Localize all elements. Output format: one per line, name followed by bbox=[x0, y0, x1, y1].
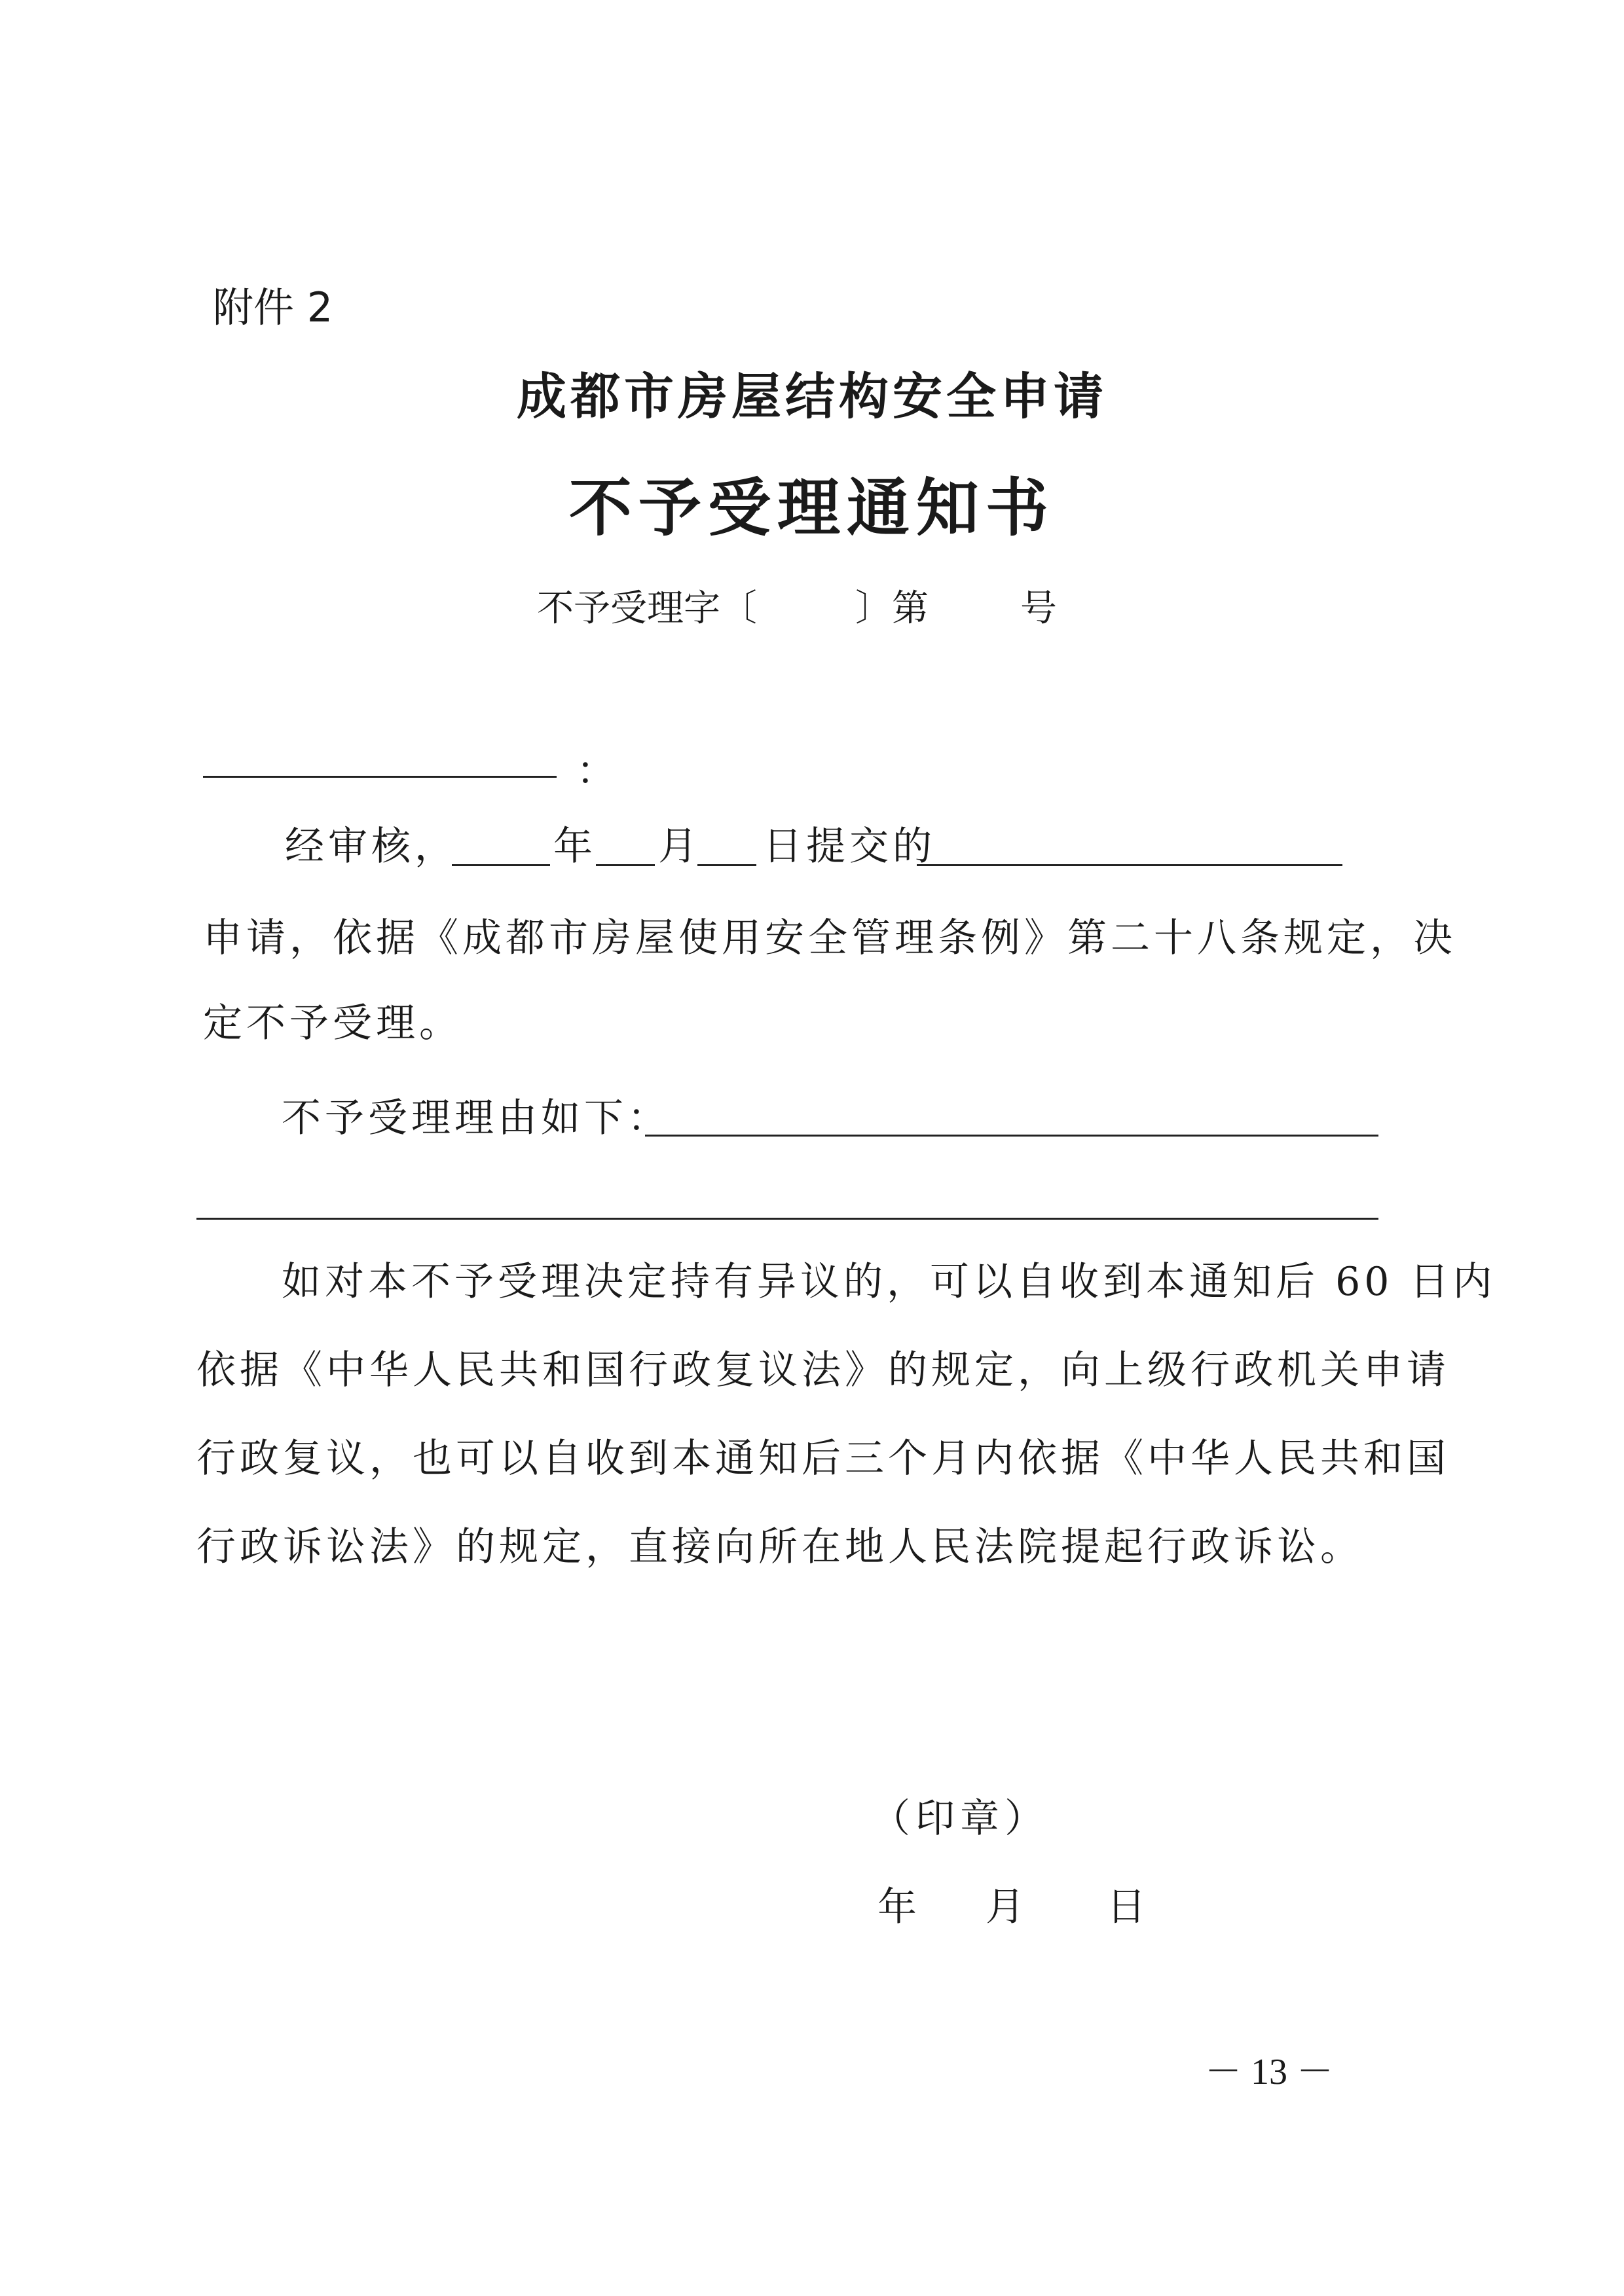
notice-line-2: 依据《中华人民共和国行政复议法》的规定，向上级行政机关申请 bbox=[196, 1347, 1450, 1393]
doc-number-bracket-close: 〕第 bbox=[855, 587, 929, 630]
page-number: － 13 － bbox=[1205, 2052, 1333, 2092]
document-title-line1: 成都市房屋结构安全申请 bbox=[517, 367, 1107, 426]
doc-number-suffix: 号 bbox=[1020, 587, 1057, 630]
review-year-blank bbox=[452, 864, 550, 866]
paragraph1-line3: 定不予受理。 bbox=[203, 1000, 462, 1046]
seal-label: （印章） bbox=[871, 1796, 1049, 1842]
addressee-colon: ： bbox=[576, 748, 616, 794]
date-day-label: 日 bbox=[1107, 1884, 1146, 1930]
review-day-blank bbox=[697, 864, 756, 866]
review-lead: 经审核， bbox=[285, 824, 458, 869]
date-year-label: 年 bbox=[877, 1884, 917, 1930]
reason-blank-line-2 bbox=[196, 1218, 1378, 1220]
reason-blank-line-1 bbox=[645, 1135, 1378, 1137]
review-month-label: 月 bbox=[658, 824, 701, 869]
notice-line-1: 如对本不予受理决定持有异议的，可以自收到本通知后 60 日内 bbox=[282, 1259, 1496, 1305]
review-application-blank bbox=[917, 864, 1342, 866]
document-number bbox=[537, 579, 1057, 632]
notice-line-4: 行政诉讼法》的规定，直接向所在地人民法院提起行政诉讼。 bbox=[196, 1524, 1363, 1570]
document-title-line2: 不予受理通知书 bbox=[569, 471, 1055, 545]
addressee-blank-line bbox=[203, 776, 557, 778]
paragraph1-line2: 申请，依据《成都市房屋使用安全管理条例》第二十八条规定，决 bbox=[203, 915, 1456, 961]
review-day-label: 日提交的 bbox=[763, 824, 936, 869]
reason-label: 不予受理理由如下： bbox=[282, 1095, 671, 1141]
doc-number-prefix: 不予受理字〔 bbox=[537, 587, 757, 630]
notice-line-3: 行政复议，也可以自收到本通知后三个月内依据《中华人民共和国 bbox=[196, 1436, 1450, 1482]
date-month-label: 月 bbox=[986, 1884, 1025, 1930]
attachment-label: 附件 2 bbox=[213, 283, 333, 331]
review-month-blank bbox=[596, 864, 655, 866]
review-year-label: 年 bbox=[553, 824, 597, 869]
